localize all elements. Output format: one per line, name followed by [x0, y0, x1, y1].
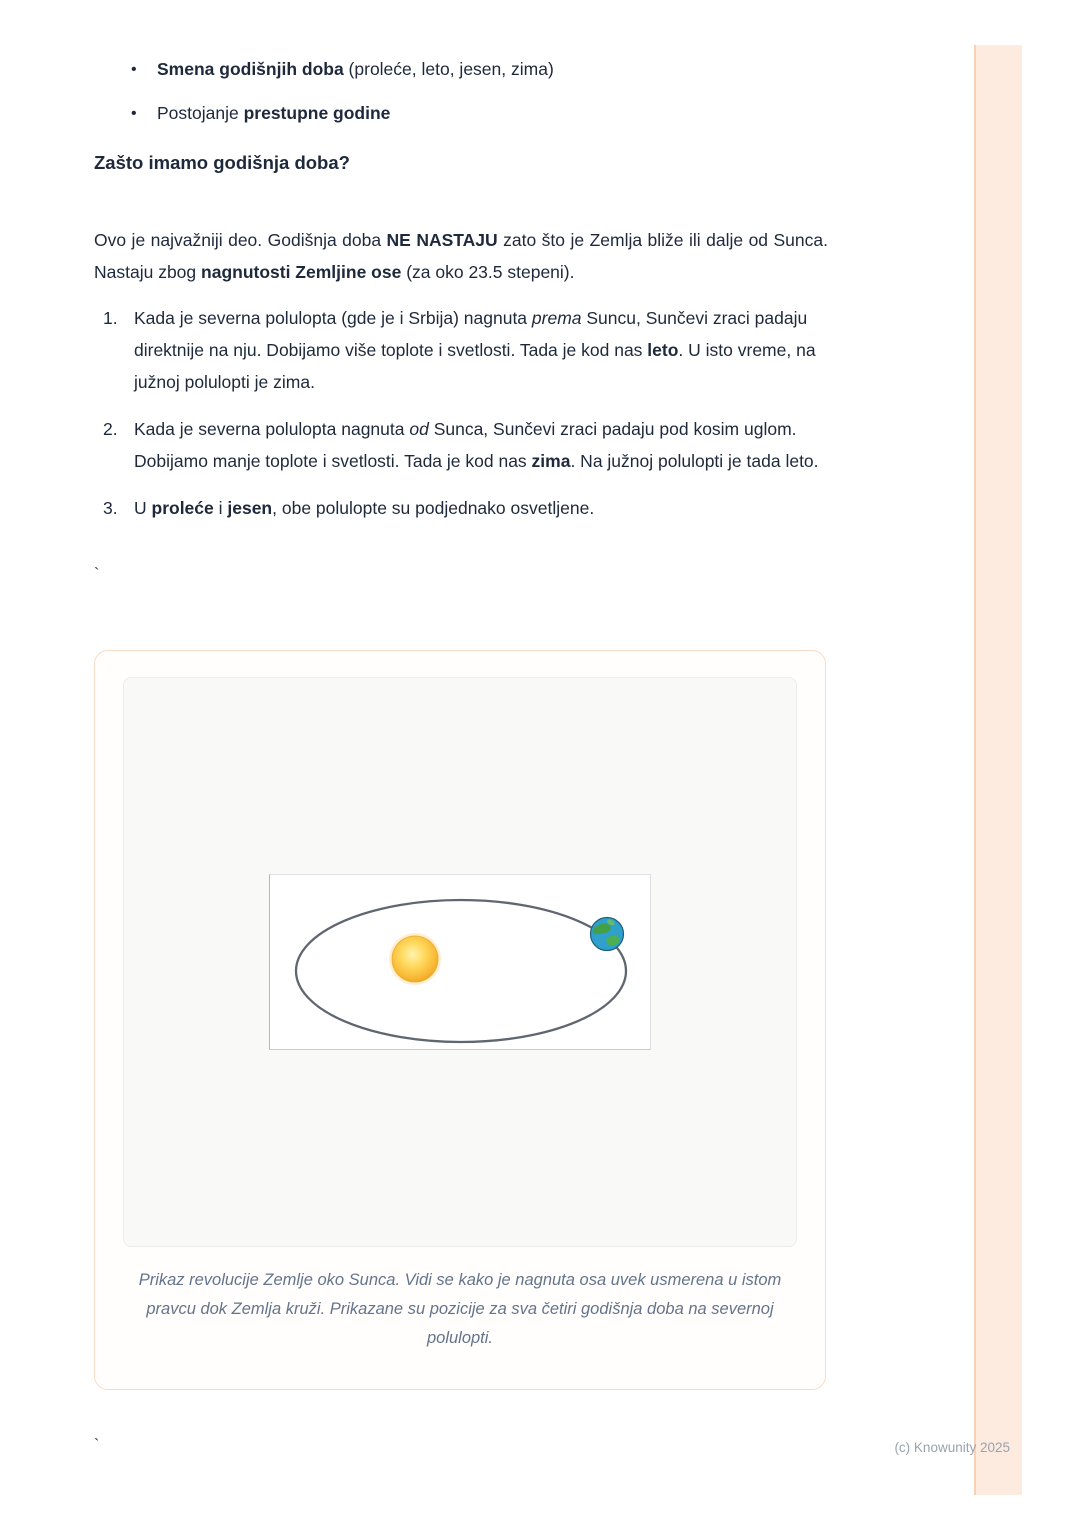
- list-bold-text: zima: [531, 451, 571, 471]
- list-italic-text: prema: [531, 308, 582, 328]
- list-bold-text: proleće: [151, 498, 214, 518]
- intro-paragraph: [94, 224, 828, 288]
- earth-icon: [591, 918, 624, 951]
- right-margin-stripe: [974, 45, 1022, 1495]
- intro-text: (za oko 23.5 stepeni).: [401, 261, 575, 282]
- intro-bold-text: nagnutosti Zemljine ose: [201, 261, 402, 282]
- list-text: . Na južnoj polulopti je tada leto.: [570, 451, 819, 471]
- list-item-text: [134, 492, 824, 524]
- list-italic-text: od: [409, 419, 429, 439]
- list-item: [94, 302, 824, 398]
- list-text: Sunca, Sunčevi zraci padaju pod kosim uglom. Dobijamo manje toplote i svetlosti. Tada je kod nas: [134, 419, 797, 471]
- bullet-bold-text: prestupne godine: [243, 103, 391, 123]
- section-heading: Zašto imamo godišnja doba?: [94, 152, 350, 173]
- bullet-bold-text: Smena godišnjih doba: [157, 59, 344, 79]
- list-item-text: [134, 302, 824, 398]
- list-item: [94, 492, 824, 524]
- orbit-diagram-svg: [270, 875, 650, 1049]
- bullet-marker-icon: •: [131, 61, 137, 78]
- list-text: , obe polulopte su podjednako osvetljene.: [272, 498, 595, 518]
- list-item-text: [134, 413, 824, 477]
- intro-text: Ovo je najvažniji deo. Godišnja doba: [94, 229, 387, 250]
- bullet-item: [131, 101, 554, 126]
- bullet-regular-text: Postojanje: [157, 103, 244, 123]
- bullet-item: [131, 57, 554, 82]
- list-text: Kada je severna polulopta (gde je i Srbija) nagnuta: [134, 308, 532, 328]
- list-text: . U isto vreme, na južnoj polulopti je zima.: [134, 340, 816, 392]
- list-item-number: 1.: [103, 308, 118, 328]
- intro-bold-text: NE NASTAJU: [386, 229, 498, 250]
- figure-caption: Prikaz revolucije Zemlje oko Sunca. Vidi se kako je nagnuta osa uvek usmerena u istom pravcu dok Zemlja kruži. Prikazane su pozicije za sva četiri godišnja doba na severnoj polulopti.: [138, 1271, 782, 1347]
- list-item-number: 3.: [103, 498, 118, 518]
- bullet-regular-text: (proleće, leto, jesen, zima): [343, 59, 554, 79]
- list-bold-text: leto: [647, 340, 679, 360]
- bullet-list: [131, 57, 554, 145]
- figure-panel: [123, 677, 797, 1247]
- ordered-list: [94, 302, 824, 539]
- list-text: Suncu, Sunčevi zraci padaju direktnije na nju. Dobijamo više toplote i svetlosti. Tada je kod nas: [134, 308, 808, 360]
- orbit-ellipse: [296, 900, 626, 1042]
- sun-icon: [389, 933, 441, 985]
- bullet-marker-icon: •: [131, 105, 137, 122]
- stray-backtick: `: [94, 566, 100, 583]
- bullet-item-text: [157, 101, 390, 126]
- list-bold-text: jesen: [227, 498, 273, 518]
- intro-text: zato što je Zemlja bliže ili dalje od Sunca. Nastaju zbog: [94, 229, 828, 282]
- orbit-diagram-image: [269, 874, 651, 1050]
- list-text: i: [213, 498, 228, 518]
- bullet-item-text: [157, 57, 554, 82]
- list-item: [94, 413, 824, 477]
- list-item-number: 2.: [103, 419, 118, 439]
- stray-backtick: `: [94, 1437, 100, 1454]
- figure-card: [94, 650, 826, 1390]
- copyright-notice: (c) Knowunity 2025: [894, 1440, 1010, 1455]
- list-text: Kada je severna polulopta nagnuta: [134, 419, 410, 439]
- list-text: U: [134, 498, 152, 518]
